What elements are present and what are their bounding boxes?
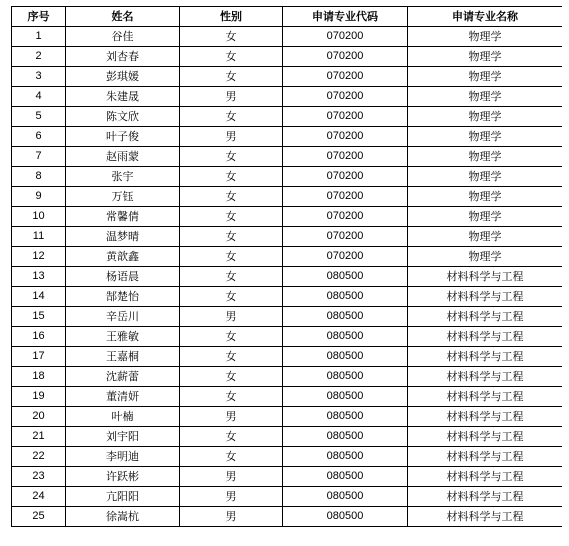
major-code-cell: 080500	[283, 307, 408, 327]
table-row	[12, 247, 563, 267]
gender-cell: 女	[180, 367, 283, 387]
major-name-cell: 物理学	[408, 247, 563, 267]
major-code-cell: 070200	[283, 107, 408, 127]
table-header	[12, 7, 563, 27]
name-cell: 万钰	[66, 187, 180, 207]
seq-cell: 2	[12, 47, 66, 67]
major-code-cell: 080500	[283, 387, 408, 407]
gender-cell: 女	[180, 27, 283, 47]
table-row	[12, 267, 563, 287]
major-name-cell: 材料科学与工程	[408, 467, 563, 487]
gender-cell: 女	[180, 147, 283, 167]
seq-cell: 9	[12, 187, 66, 207]
table-row	[12, 487, 563, 507]
gender-cell: 女	[180, 67, 283, 87]
major-name-cell: 物理学	[408, 187, 563, 207]
table-row	[12, 107, 563, 127]
header-seq: 序号	[12, 7, 66, 27]
gender-cell: 男	[180, 467, 283, 487]
table-row	[12, 347, 563, 367]
name-cell: 李明迪	[66, 447, 180, 467]
gender-cell: 女	[180, 107, 283, 127]
major-code-cell: 080500	[283, 267, 408, 287]
name-cell: 刘宇阳	[66, 427, 180, 447]
table-row	[12, 127, 563, 147]
major-code-cell: 070200	[283, 147, 408, 167]
header-name: 姓名	[66, 7, 180, 27]
header-major-code: 申请专业代码	[283, 7, 408, 27]
gender-cell: 女	[180, 287, 283, 307]
name-cell: 谷佳	[66, 27, 180, 47]
gender-cell: 男	[180, 307, 283, 327]
header-gender: 性别	[180, 7, 283, 27]
seq-cell: 4	[12, 87, 66, 107]
major-name-cell: 材料科学与工程	[408, 447, 563, 467]
major-name-cell: 材料科学与工程	[408, 387, 563, 407]
gender-cell: 女	[180, 227, 283, 247]
seq-cell: 12	[12, 247, 66, 267]
applicant-table	[11, 6, 562, 527]
seq-cell: 22	[12, 447, 66, 467]
name-cell: 辛岳川	[66, 307, 180, 327]
gender-cell: 女	[180, 447, 283, 467]
major-name-cell: 物理学	[408, 207, 563, 227]
gender-cell: 男	[180, 127, 283, 147]
major-code-cell: 070200	[283, 227, 408, 247]
name-cell: 温梦晴	[66, 227, 180, 247]
major-name-cell: 物理学	[408, 27, 563, 47]
seq-cell: 15	[12, 307, 66, 327]
name-cell: 陈文欣	[66, 107, 180, 127]
table-row	[12, 147, 563, 167]
seq-cell: 7	[12, 147, 66, 167]
name-cell: 王雅敏	[66, 327, 180, 347]
table-row	[12, 67, 563, 87]
major-name-cell: 材料科学与工程	[408, 367, 563, 387]
major-code-cell: 080500	[283, 467, 408, 487]
seq-cell: 23	[12, 467, 66, 487]
table-row	[12, 227, 563, 247]
name-cell: 沈薪蕾	[66, 367, 180, 387]
major-code-cell: 070200	[283, 187, 408, 207]
major-code-cell: 080500	[283, 287, 408, 307]
seq-cell: 16	[12, 327, 66, 347]
table-row	[12, 47, 563, 67]
name-cell: 郜楚怡	[66, 287, 180, 307]
header-row	[12, 7, 563, 27]
gender-cell: 女	[180, 387, 283, 407]
major-code-cell: 070200	[283, 67, 408, 87]
major-code-cell: 070200	[283, 207, 408, 227]
name-cell: 叶楠	[66, 407, 180, 427]
major-name-cell: 材料科学与工程	[408, 267, 563, 287]
table-row	[12, 467, 563, 487]
major-code-cell: 070200	[283, 247, 408, 267]
name-cell: 彭琪媛	[66, 67, 180, 87]
gender-cell: 女	[180, 347, 283, 367]
major-name-cell: 物理学	[408, 87, 563, 107]
major-code-cell: 080500	[283, 407, 408, 427]
major-code-cell: 070200	[283, 127, 408, 147]
seq-cell: 20	[12, 407, 66, 427]
major-name-cell: 材料科学与工程	[408, 327, 563, 347]
major-code-cell: 080500	[283, 347, 408, 367]
major-name-cell: 材料科学与工程	[408, 307, 563, 327]
header-major-name: 申请专业名称	[408, 7, 563, 27]
major-name-cell: 材料科学与工程	[408, 487, 563, 507]
seq-cell: 5	[12, 107, 66, 127]
gender-cell: 男	[180, 487, 283, 507]
seq-cell: 10	[12, 207, 66, 227]
seq-cell: 21	[12, 427, 66, 447]
major-code-cell: 070200	[283, 87, 408, 107]
seq-cell: 24	[12, 487, 66, 507]
table-row	[12, 327, 563, 347]
name-cell: 张宇	[66, 167, 180, 187]
major-code-cell: 070200	[283, 167, 408, 187]
major-name-cell: 材料科学与工程	[408, 347, 563, 367]
seq-cell: 17	[12, 347, 66, 367]
name-cell: 叶子俊	[66, 127, 180, 147]
name-cell: 黄歆鑫	[66, 247, 180, 267]
seq-cell: 25	[12, 507, 66, 527]
gender-cell: 男	[180, 507, 283, 527]
table-row	[12, 407, 563, 427]
gender-cell: 女	[180, 167, 283, 187]
gender-cell: 女	[180, 327, 283, 347]
major-name-cell: 物理学	[408, 107, 563, 127]
name-cell: 刘杏春	[66, 47, 180, 67]
major-name-cell: 材料科学与工程	[408, 287, 563, 307]
gender-cell: 女	[180, 187, 283, 207]
table-row	[12, 87, 563, 107]
major-name-cell: 材料科学与工程	[408, 507, 563, 527]
name-cell: 朱建晟	[66, 87, 180, 107]
table-row	[12, 447, 563, 467]
gender-cell: 男	[180, 87, 283, 107]
seq-cell: 3	[12, 67, 66, 87]
major-code-cell: 080500	[283, 367, 408, 387]
table-row	[12, 307, 563, 327]
gender-cell: 男	[180, 407, 283, 427]
seq-cell: 14	[12, 287, 66, 307]
seq-cell: 19	[12, 387, 66, 407]
seq-cell: 6	[12, 127, 66, 147]
gender-cell: 女	[180, 267, 283, 287]
major-code-cell: 080500	[283, 507, 408, 527]
gender-cell: 女	[180, 47, 283, 67]
major-name-cell: 物理学	[408, 167, 563, 187]
table-row	[12, 27, 563, 47]
name-cell: 董清妍	[66, 387, 180, 407]
table-body	[12, 27, 563, 527]
table-row	[12, 367, 563, 387]
seq-cell: 8	[12, 167, 66, 187]
table-row	[12, 427, 563, 447]
major-name-cell: 材料科学与工程	[408, 427, 563, 447]
name-cell: 赵雨蒙	[66, 147, 180, 167]
major-name-cell: 物理学	[408, 47, 563, 67]
roster-sheet	[11, 6, 562, 546]
table-row	[12, 187, 563, 207]
name-cell: 王嘉桐	[66, 347, 180, 367]
major-code-cell: 080500	[283, 327, 408, 347]
major-name-cell: 物理学	[408, 67, 563, 87]
name-cell: 常馨倩	[66, 207, 180, 227]
major-code-cell: 070200	[283, 27, 408, 47]
seq-cell: 1	[12, 27, 66, 47]
gender-cell: 女	[180, 247, 283, 267]
table-row	[12, 387, 563, 407]
gender-cell: 女	[180, 427, 283, 447]
table-row	[12, 207, 563, 227]
major-name-cell: 物理学	[408, 147, 563, 167]
table-row	[12, 287, 563, 307]
name-cell: 杨语晨	[66, 267, 180, 287]
table-row	[12, 167, 563, 187]
seq-cell: 18	[12, 367, 66, 387]
seq-cell: 13	[12, 267, 66, 287]
major-name-cell: 物理学	[408, 127, 563, 147]
major-name-cell: 物理学	[408, 227, 563, 247]
gender-cell: 女	[180, 207, 283, 227]
major-name-cell: 材料科学与工程	[408, 407, 563, 427]
seq-cell: 11	[12, 227, 66, 247]
major-code-cell: 080500	[283, 487, 408, 507]
name-cell: 徐嵩杭	[66, 507, 180, 527]
name-cell: 亢阳阳	[66, 487, 180, 507]
table-row	[12, 507, 563, 527]
name-cell: 许跃彬	[66, 467, 180, 487]
major-code-cell: 080500	[283, 427, 408, 447]
major-code-cell: 080500	[283, 447, 408, 467]
major-code-cell: 070200	[283, 47, 408, 67]
